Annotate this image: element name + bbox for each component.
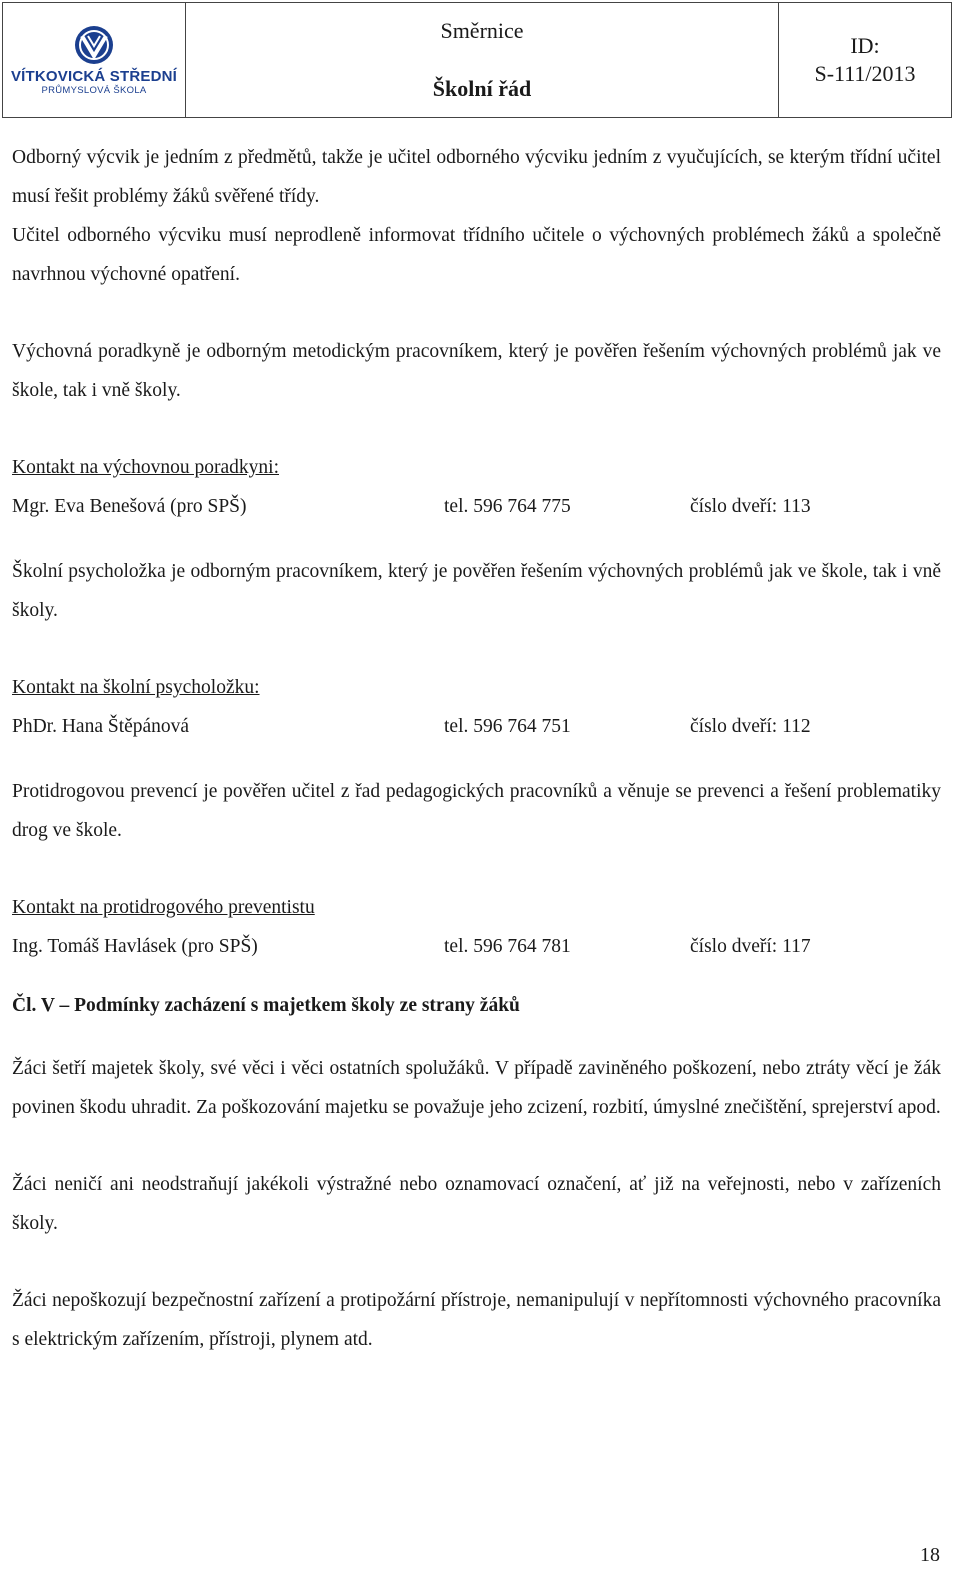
contact-heading: Kontakt na protidrogového preventistu — [12, 897, 315, 918]
id-value: S-111/2013 — [814, 61, 916, 86]
school-logo — [3, 3, 185, 117]
contact-phone: tel. 596 764 751 — [444, 716, 571, 737]
id-cell — [779, 3, 952, 118]
id-label: ID: — [850, 33, 880, 58]
article-heading: Čl. V – Podmínky zacházení s majetkem školy ze strany žáků — [12, 995, 520, 1016]
contact-name: Ing. Tomáš Havlásek (pro SPŠ) — [12, 936, 258, 957]
paragraph: Odborný výcvik je jedním z předmětů, takže je učitel odborného výcviku jedním z vyučujících, se kterým třídní učitel musí řešit problémy žáků svěřené třídy. — [12, 147, 941, 207]
document-title: Školní řád — [432, 76, 532, 101]
contact-name: Mgr. Eva Benešová (pro SPŠ) — [12, 496, 247, 517]
contact-heading: Kontakt na výchovnou poradkyni: — [12, 457, 279, 478]
contact-door: číslo dveří: 117 — [690, 936, 811, 957]
paragraph: Protidrogovou prevencí je pověřen učitel z řad pedagogických pracovníků a věnuje se prevenci a řešení problematiky drog ve škole. — [12, 781, 941, 841]
paragraph: Žáci neničí ani neodstraňují jakékoli výstražné nebo oznamovací označení, ať již na veřejnosti, nebo v zařízeních školy. — [12, 1174, 941, 1234]
contact-row — [12, 707, 941, 746]
contact-phone: tel. 596 764 781 — [444, 936, 571, 957]
paragraph: Učitel odborného výcviku musí neprodleně informovat třídního učitele o výchovných problémech žáků a společně navrhnou výchovné opatření. — [12, 225, 941, 285]
logo-school-subtitle: PRŮMYSLOVÁ ŠKOLA — [41, 84, 147, 96]
contact-heading: Kontakt na školní psycholožku: — [12, 677, 260, 698]
logo-school-name: VÍTKOVICKÁ STŘEDNÍ — [10, 67, 178, 85]
contact-door: číslo dveří: 112 — [690, 716, 811, 737]
school-emblem-icon — [68, 24, 120, 66]
document-header — [2, 2, 952, 118]
document-body — [12, 138, 941, 1359]
contact-name: PhDr. Hana Štěpánová — [12, 716, 190, 737]
page-number: 18 — [920, 1544, 940, 1566]
paragraph: Žáci nepoškozují bezpečnostní zařízení a protipožární přístroje, nemanipulují v nepřítomnosti výchovného pracovníka s elektrickým zařízením, přístroji, plynem atd. — [12, 1290, 941, 1350]
paragraph: Školní psycholožka je odborným pracovníkem, který je pověřen řešením výchovných problémů jak ve škole, tak i vně školy. — [12, 561, 941, 621]
contact-phone: tel. 596 764 775 — [444, 496, 571, 517]
contact-row — [12, 927, 941, 966]
contact-door: číslo dveří: 113 — [690, 496, 811, 517]
title-cell — [186, 3, 779, 118]
document-type: Směrnice — [440, 18, 524, 43]
logo-cell — [3, 3, 186, 118]
paragraph: Výchovná poradkyně je odborným metodickým pracovníkem, který je pověřen řešením výchovných problémů jak ve škole, tak i vně školy. — [12, 341, 941, 401]
paragraph: Žáci šetří majetek školy, své věci i věci ostatních spolužáků. V případě zaviněného poškození, nebo ztráty věcí je žák povinen škodu uhradit. Za poškozování majetku se považuje jeho zcizení, rozbití, úmyslné znečištění, sprejerství apod. — [12, 1058, 941, 1118]
contact-row — [12, 487, 941, 526]
